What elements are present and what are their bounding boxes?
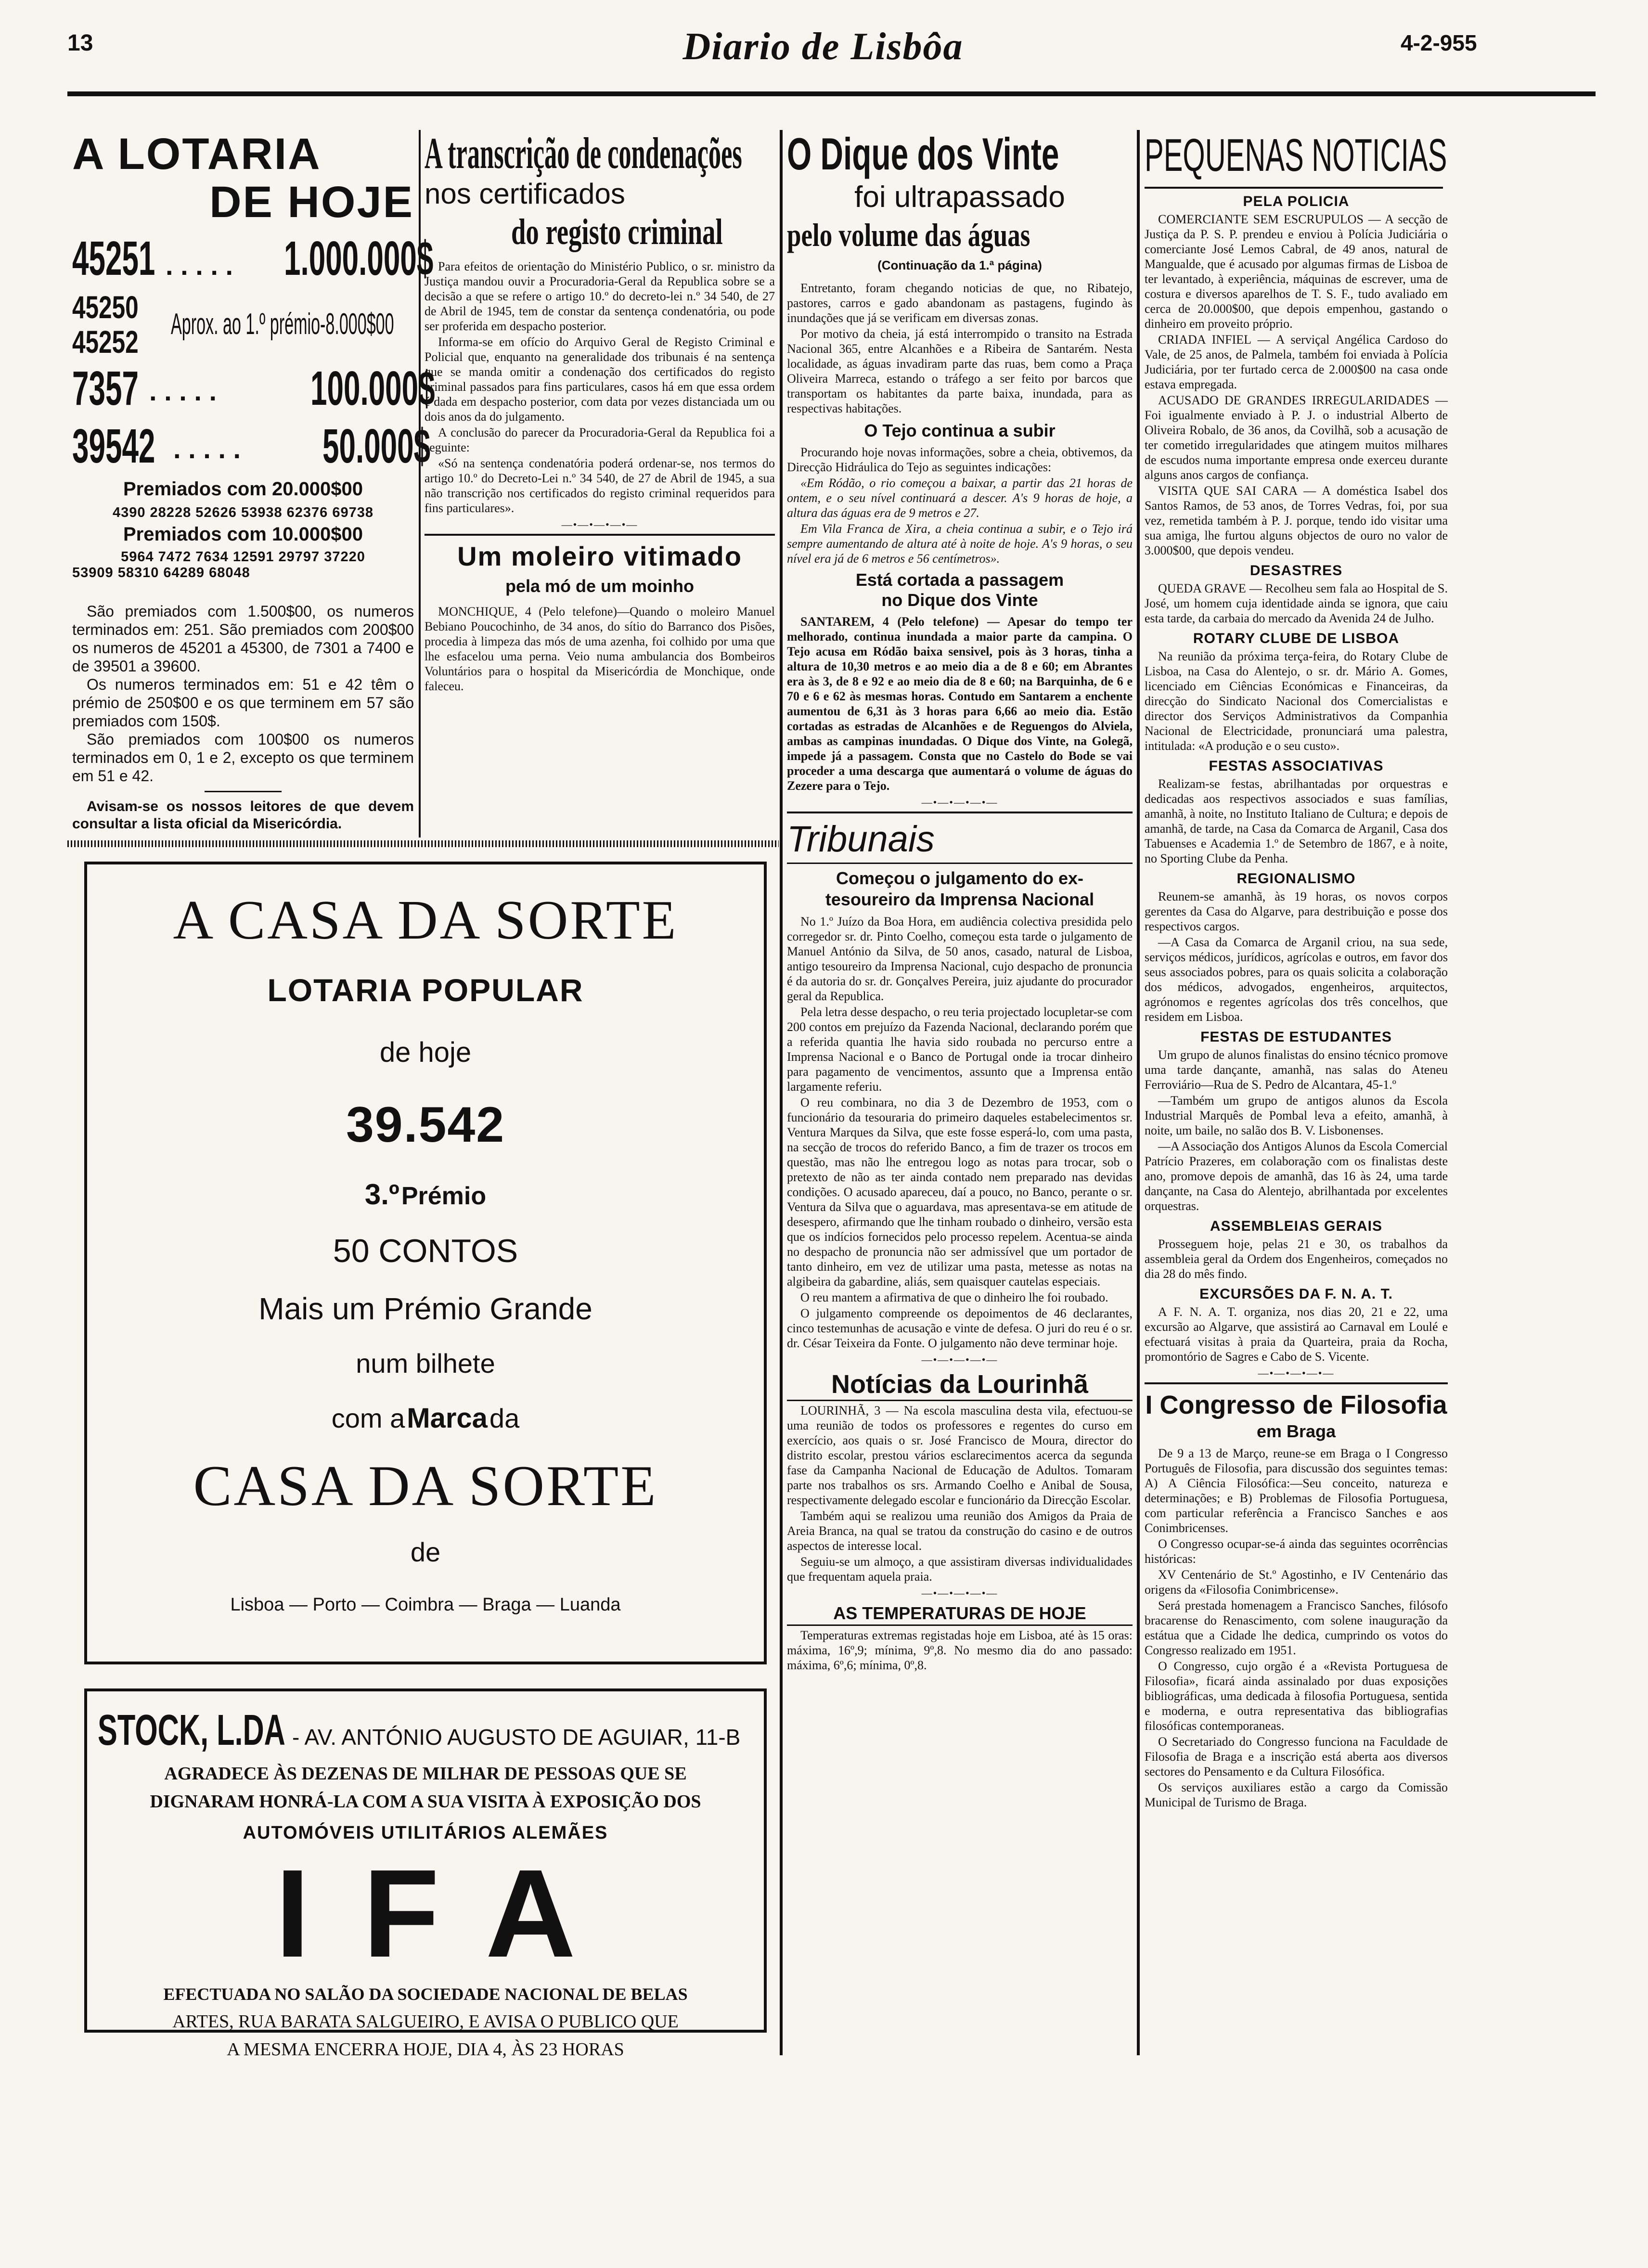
moleiro-p1: MONCHIQUE, 4 (Pelo telefone)—Quando o moleiro Manuel Bebiano Poucochinho, de 34 anos, do sítio do Barranco dos Pisões, procedia à limpeza das mós de uma azenha, foi colhido por uma que lhe esfacelou uma perna. Veio numa ambulancia dos Bombeiros Voluntários para o hospital da Misericórdia de Monchique, onde faleceu. xyxy=(425,605,775,693)
article-separator: —•—•—•—•— xyxy=(1258,1367,1335,1379)
page-number: 13 xyxy=(67,30,93,56)
temperaturas-p1: Temperaturas extremas registadas hoje em Lisboa, até às 15 oras: máxima, 16º,9; mínima, 9º,8. No mesmo dia do ano passado: máxima, 6º,6; mínima, 0º,8. xyxy=(787,1628,1133,1672)
casa-sorte-contos: 50 CONTOS xyxy=(333,1233,518,1269)
casa-sorte-marca-line xyxy=(87,1402,764,1434)
column-rule-3 xyxy=(1137,130,1140,2055)
lotaria-dots: . . . . . xyxy=(173,434,241,464)
pequenas-body-6 xyxy=(1145,1047,1448,1213)
lotaria-number: 45250 xyxy=(72,289,139,325)
moleiro-subtitle: pela mó de um moinho xyxy=(505,576,695,596)
congresso-p5: O Congresso, cujo orgão é a «Revista Portuguesa de Filosofia», ficará ainda assinalado por duas exposições bibliográficas, uma dedicada à filosofia Portuguesa, sentida e moderna, e outra representativa das bibliografias filosóficas contemporaneas. xyxy=(1145,1659,1448,1733)
casa-sorte-de-hoje: de hoje xyxy=(379,1037,472,1068)
casa-sorte-premio xyxy=(87,1178,764,1211)
pequenas-p5: QUEDA GRAVE — Recolheu sem fala ao Hospital de S. José, um homem cuja identidade ainda se ignora, que caiu esta tarde, da carbaia do mercado da Avenida 24 de Julho. xyxy=(1145,581,1448,625)
tribunais-p3: O reu combinara, no dia 3 de Dezembro de 1953, com o funcionário da tesouraria do primeiro daqueles estabelecimentos sr. Ventura Marques da Silva, que este fosse esperá-lo, com uma pasta, na secção de trocos do referido Banco, a fim de trazer os trocos em questão, mas não lhe entregou logo as notas para trocar, sob o pretexto de não as ter ainda contado nem preparado nas devidas condições. O acusado apareceu, daí a pouco, no Banco, perante o sr. Ventura da Silva que o aguardava, mas apresentava-se em atitude de desespero, afirmando que lhe tinham roubado o dinheiro, versão esta que os indícios fornecidos pelo processo repelem. Acentua-se ainda no despacho de pronuncia não ser admissível que um portador de tanto dinheiro, em vez de utilizar uma pasta, metesse as notas na algibeira da gabardine, aliás, sem quaisquer cautelas especiais. xyxy=(787,1095,1133,1289)
pequenas-p10: Um grupo de alunos finalistas do ensino técnico promove uma tarde dançante, amanhã, nas salas do Ateneu Ferroviário—Rua de S. Pedro de Alcantara, 45-1.º xyxy=(1145,1048,1448,1092)
tribunais-head: Começou o julgamento do ex-tesoureiro da Imprensa Nacional xyxy=(825,868,1094,909)
casa-sorte-de: de xyxy=(410,1537,441,1567)
pequenas-p8: Reunem-se amanhã, às 19 horas, os novos corpos gerentes da Casa do Algarve, para destribuição e posse dos respectivos cargos. xyxy=(1145,889,1448,933)
pequenas-p9: —A Casa da Comarca de Arganil criou, na sua sede, serviços médicos, jurídicos, agrícolas e outros, em favor dos seus associados pobres, para os quais solicita a colaboração dos médicos, advogados, engenheiros, arquitectos, agrónomos e regentes agrícolas dos três concelhos, que residem em Lisboa. xyxy=(1145,935,1448,1024)
lotaria-prize: 50.000$ xyxy=(322,419,431,473)
temperaturas-rule xyxy=(787,1624,1133,1626)
transcricao-p1: Para efeitos de orientação do Ministério Publico, o sr. ministro da Justiça mandou ouvir a Procuradoria-Geral da Republica sobre se a decisão a que se refere o artigo 10.º do decreto-lei n.º 34 540, de 27 de Abril de 1945, tem de constar da sentença condenatória, ou pode ser proferida em despacho posterior. xyxy=(425,259,775,333)
dique-p3: Procurando hoje novas informações, sobre a cheia, obtivemos, da Direcção Hidráulica do Tejo as seguintes indicações: xyxy=(787,445,1133,474)
tribunais-title: Tribunais xyxy=(787,819,935,860)
masthead: Diario de Lisbôa xyxy=(682,26,964,68)
pequenas-subhead-regionalismo: REGIONALISMO xyxy=(1236,871,1356,887)
pequenas-p1: COMERCIANTE SEM ESCRUPULOS — A secção de Justiça da P. S. P. prendeu e enviou à Polícia Judiciária o comerciante José Lemos Cabral, de 49 anos, natural de Mangualde, que é acusado por algumas firmas de Lisboa de ter levantado, à experiência, máquinas de escrever, uma de costura e diversos aparelhos de T. S. F., tudo avaliado em cerca de 20.000$00, que depois empenhou, gastando o dinheiro em proveito próprio. xyxy=(1145,212,1448,331)
tribunais-p1: No 1.º Juízo da Boa Hora, em audiência colectiva presidida pelo corregedor sr. dr. Pinto Coelho, começou esta tarde o julgamento de Manuel António da Silva, de 50 anos, casado, natural de Lisboa, antigo tesoureiro da Imprensa Nacional, cujo despacho de pronuncia é da autoria do sr. dr. Gonçalves Pereira, juiz ajudante do procurador geral da Republica. xyxy=(787,915,1133,1003)
lotaria-dots: . . . . . xyxy=(166,250,233,281)
pequenas-body-5 xyxy=(1145,889,1448,1024)
pequenas-p13: Prosseguem hoje, pelas 21 e 30, os trabalhos da assembleia geral da Ordem dos Engenheiros, começados no dia 28 do mês findo. xyxy=(1145,1237,1448,1281)
pequenas-p3: ACUSADO DE GRANDES IRREGULARIDADES — Foi igualmente enviado à P. J. o industrial Alberto de Oliveira Robalo, de 36 anos, da Covilhã, sob a acusação de ter cometido irregularidades que atingem muitos milhares de escudos numa importante empresa onde exerceu durante alguns anos cargos de confiança. xyxy=(1145,393,1448,482)
lourinha-title: Notícias da Lourinhã xyxy=(831,1370,1089,1399)
article-separator: —•—•—•—•— xyxy=(921,1587,998,1599)
ifa-brand: IFA xyxy=(275,1844,629,1984)
pequenas-noticias xyxy=(1145,129,1597,1811)
stock-foot-2: ARTES, RUA BARATA SALGUEIRO, E AVISA O PUBLICO QUE xyxy=(172,2011,679,2032)
lourinha-p2: Também aqui se realizou uma reunião dos Amigos da Praia de Areia Branca, na qual se tratou da construção do casino e de outros aspectos de interesse local. xyxy=(787,1509,1133,1553)
dique-body xyxy=(787,281,1133,416)
stock-line-2: DIGNARAM HONRÁ-LA COM A SUA VISITA À EXPOSIÇÃO DOS xyxy=(150,1791,701,1812)
dique-p6: SANTAREM, 4 (Pelo telefone) — Apesar do tempo ter melhorado, continua inundada a maior parte da campina. O Tejo acusa em Ródão baixa sensivel, pois às 3 horas, tinha a altura de 10,30 metros e ao meio dia a de 8 e 60; em Abrantes era às 3, de 8 e 92 e ao meio dia de 8 e 60; na Barquinha, de 6 e 70 e 6 e 62 às mesmas horas. Contudo em Santarem a enchente aumentou de 6,31 às 3 horas para 6,66 ao meio dia. Estão cortadas as estradas de Alcanhões e de Reguengos do Alviela, ambas as campinas inundadas. O Dique dos Vinte, na Golegã, impede já a passagem. Consta que no Castelo do Bode se vai proceder a uma descarga que aumentará o volume de águas do Zezere para o Tejo. xyxy=(787,615,1133,793)
pequenas-p11: —Também um grupo de antigos alunos da Escola Industrial Marquês de Pombal leva a efeito, amanhã, à noite, um baile, no salão dos B. V. Lisbonenses. xyxy=(1145,1094,1448,1137)
stock-line-1: AGRADECE ÀS DEZENAS DE MILHAR DE PESSOAS QUE SE xyxy=(164,1764,687,1784)
casa-sorte-title: A CASA DA SORTE xyxy=(173,889,678,951)
congresso-p3: XV Centenário de St.º Agostinho, e IV Centenário das origens da «Filosofia Conimbricense». xyxy=(1145,1568,1448,1597)
header-rule xyxy=(67,91,1596,96)
transcricao-article xyxy=(425,129,775,695)
temperaturas-body xyxy=(787,1628,1133,1673)
lotaria-title-line2: DE HOJE xyxy=(209,178,414,227)
stock-foot-1: EFECTUADA NO SALÃO DA SOCIEDADE NACIONAL DE BELAS xyxy=(163,1984,688,2004)
lotaria-divider xyxy=(205,791,282,792)
lotaria-row-4 xyxy=(72,419,431,477)
ornamental-rule xyxy=(67,840,779,847)
congresso-rule xyxy=(1145,1382,1448,1384)
casa-sorte-number: 39.542 xyxy=(346,1097,505,1153)
lourinha-body xyxy=(787,1403,1133,1584)
tribunais-p4: O reu mantem a afirmativa de que o dinheiro lhe foi roubado. xyxy=(800,1290,1108,1304)
pequenas-p6: Na reunião da próxima terça-feira, do Rotary Clube de Lisboa, na Casa do Alentejo, o sr. dr. Mário A. Gomes, licenciado em Ciências Económicas e Financeiras, da direcção do Sindicato Nacional dos Comercialistas e director dos Serviços Administrativos da Companhia Nacional de Electricidade, pronunciará uma palestra, intitulada: «A produção e o seu custo». xyxy=(1145,649,1448,753)
transcricao-title: A transcrição de condenações xyxy=(425,129,742,178)
header-date: 4-2-955 xyxy=(1401,30,1477,55)
dique-p5: Em Vila Franca de Xira, a cheia continua a subir, e o Tejo irá sempre aumentando de altura até à noite de hoje. A's 9 horas, o seu nível era já de 6 metros e 56 centímetros». xyxy=(787,522,1133,566)
lotaria-prem10-numbers-2: 53909 58310 64289 68048 xyxy=(72,565,250,580)
lotaria-prize: 100.000$ xyxy=(310,361,435,415)
lourinha-rule xyxy=(787,1400,1133,1401)
casa-sorte-mais: Mais um Prémio Grande xyxy=(258,1291,592,1326)
lotaria-number: 45251 xyxy=(72,232,155,285)
transcricao-subtitle-2: do registo criminal xyxy=(511,212,723,252)
pequenas-subhead-excursoes: EXCURSÕES DA F. N. A. T. xyxy=(1199,1286,1393,1302)
dique-body-3 xyxy=(787,614,1133,793)
pequenas-body-7 xyxy=(1145,1237,1448,1281)
transcricao-subtitle: nos certificados xyxy=(425,178,625,210)
lotaria-row-1 xyxy=(72,231,434,289)
lotaria-dots: . . . . . xyxy=(149,376,217,406)
tribunais-title-rule xyxy=(787,863,1133,864)
dique-subtitle-2: pelo volume das águas xyxy=(787,217,1030,253)
stock-name: STOCK, L.DA xyxy=(98,1706,285,1754)
dique-article xyxy=(787,129,1133,1674)
lotaria-number-2: 45252 xyxy=(72,324,139,360)
pequenas-body-2 xyxy=(1145,581,1448,626)
pequenas-subhead-desastres: DESASTRES xyxy=(1249,563,1343,579)
congresso-p4: Será prestada homenagem a Francisco Sanches, filósofo bracarense do Renascimento, com solene inauguração da estátua que a Cidade lhe dedica, cumprindo os votos do Congresso realizado em 1951. xyxy=(1145,1598,1448,1657)
congresso-subtitle: em Braga xyxy=(1256,1421,1336,1441)
stock-header xyxy=(98,1706,764,1755)
pequenas-p2: CRIADA INFIEL — A serviçal Angélica Cardoso do Vale, de 25 anos, de Palmela, também foi enviada à Polícia Judiciária, por ter furtado cerca de 2.000$00 na casa onde estava empregada. xyxy=(1145,333,1448,391)
stock-line-3: AUTOMÓVEIS UTILITÁRIOS ALEMÃES xyxy=(243,1823,608,1843)
transcricao-p4: «Só na sentença condenatória poderá ordenar-se, nos termos do artigo 10.º do Decreto-Lei n.º 34 540, de 27 de Abril de 1945, a sua não transcrição nos certificados do registo criminal requeridos para fins particulares». xyxy=(425,456,775,515)
dique-p1: Entretanto, foram chegando noticias de que, no Ribatejo, pastores, carros e gado abandonam as pastagens, fugindo às inundações que já se verificam em diversas zonas. xyxy=(787,281,1133,325)
lotaria-prem10-numbers-1: 5964 7472 7634 12591 29797 37220 xyxy=(121,549,365,565)
com-a-text: com a xyxy=(331,1403,405,1433)
congresso-p2: O Congresso ocupar-se-á ainda das seguintes ocorrências históricas: xyxy=(1145,1537,1448,1566)
dique-p4: «Em Ródão, o rio começou a baixar, a partir das 21 horas de ontem, e o seu nível continuará a descer. A's 9 horas de hoje, a altura das águas era de 9 metros e 27. xyxy=(787,476,1133,520)
pequenas-subhead-festas: FESTAS ASSOCIATIVAS xyxy=(1209,758,1384,774)
transcricao-p3: A conclusão do parecer da Procuradoria-Geral da Republica foi a seguinte: xyxy=(425,425,775,454)
congresso-p7: Os serviços auxiliares estão a cargo da Comissão Municipal de Turismo de Braga. xyxy=(1145,1780,1448,1809)
pequenas-body-3 xyxy=(1145,649,1448,753)
lotaria-number: 7357 xyxy=(72,361,139,415)
lotaria-number: 39542 xyxy=(72,419,155,473)
pequenas-p12: —A Associação dos Antigos Alunos da Escola Comercial Patrício Prazeres, em colaboração com os finalistas deste ano, promove depois de amanhã, das 16 às 24, uma tarde dançante, na Casa do Alentejo, abrilhantada por excelentes orquestras. xyxy=(1145,1139,1448,1213)
article-separator: —•—•—•—•— xyxy=(561,518,638,530)
da-text: da xyxy=(489,1403,520,1433)
moleiro-body xyxy=(425,604,775,694)
transcricao-body xyxy=(425,259,775,515)
pequenas-title: PEQUENAS NOTICIAS xyxy=(1145,129,1447,181)
tribunais-p5: O julgamento compreende os depoimentos de 46 declarantes, cinco testemunhas de acusação e vinte de defesa. O juri do reu é o sr. dr. César Teixeira da Fonte. O julgamento não deve terminar hoje. xyxy=(787,1306,1133,1350)
article-separator: —•—•—•—•— xyxy=(921,1353,998,1366)
lotaria-body xyxy=(72,602,414,785)
casa-sorte-cities: Lisboa — Porto — Coimbra — Braga — Luanda xyxy=(230,1595,621,1615)
stock-ifa-ad xyxy=(84,1688,767,2060)
dique-title: O Dique dos Vinte xyxy=(787,129,1059,179)
lotaria-section xyxy=(72,129,435,833)
pequenas-subhead-estudantes: FESTAS DE ESTUDANTES xyxy=(1200,1029,1392,1045)
stock-foot-3: A MESMA ENCERRA HOJE, DIA 4, ÀS 23 HORAS xyxy=(227,2039,624,2060)
lotaria-prem10-label: Premiados com 10.000$00 xyxy=(123,524,363,545)
casa-sorte-bilhete: num bilhete xyxy=(356,1348,495,1379)
pequenas-p14: A F. N. A. T. organiza, nos dias 20, 21 e 22, uma excursão ao Algarve, que assistirá ao Carnaval em Loulé e efectuará visitas à praia da Quarteira, praia da Rocha, promontório de Sagres e Cabo de S. Vicente. xyxy=(1145,1305,1448,1364)
premio-number: 3.º xyxy=(364,1178,399,1211)
tribunais-rule xyxy=(787,812,1133,813)
article-separator: —•—•—•—•— xyxy=(921,796,998,808)
pequenas-subhead-assembleias: ASSEMBLEIAS GERAIS xyxy=(1210,1218,1383,1234)
lotaria-row-3 xyxy=(72,361,435,419)
dique-subhead-1: O Tejo continua a subir xyxy=(864,421,1056,440)
pequenas-body-4 xyxy=(1145,776,1448,866)
lotaria-text-1: São premiados com 1.500$00, os numeros terminados em: 251. São premiados com 200$00 os numeros de 45201 a 45300, de 7301 a 7400 e de 39501 a 39600. xyxy=(72,603,414,675)
lotaria-prem20-label: Premiados com 20.000$00 xyxy=(123,478,363,500)
tribunais-body xyxy=(787,914,1133,1351)
moleiro-rule xyxy=(425,534,775,536)
dique-continuation: (Continuação da 1.ª página) xyxy=(877,258,1042,272)
pequenas-subhead-rotary: ROTARY CLUBE DE LISBOA xyxy=(1193,631,1400,646)
pequenas-p7: Realizam-se festas, abrilhantadas por orquestras e dedicadas aos respectivos associados e suas famílias, amanhã, à noite, no Instituto Italiano de Cultura; e depois de amanhã, de tarde, na Casa da Comarca de Arganil, Casa dos Tabuenses e Academia 1.º de Setembro de 1867, e à noite, no Sporting Clube da Penha. xyxy=(1145,777,1448,865)
dique-subhead-2a: Está cortada a passagem xyxy=(855,570,1064,590)
lotaria-text-3: São premiados com 100$00 os numeros terminados em 0, 1 e 2, excepto os que terminem em 51 e 42. xyxy=(72,731,414,785)
lotaria-notice: Avisam-se os nossos leitores de que devem consultar a lista oficial da Misericórdia. xyxy=(72,799,414,832)
pequenas-title-rule xyxy=(1145,187,1443,189)
dique-subhead-2b: no Dique dos Vinte xyxy=(881,590,1038,610)
stock-address: - AV. ANTÓNIO AUGUSTO DE AGUIAR, 11-B xyxy=(292,1725,741,1750)
premio-label: Prémio xyxy=(401,1182,487,1210)
transcricao-p2: Informa-se em ofício do Arquivo Geral de Registo Criminal e Policial que, enquanto na generalidade dos tribunais é na sentença que se manda omitir a condenação dos certificados do registo criminal passados para fins particulares, casos há em que essa ordem é dada em despacho posterior, com data por vezes distanciada um ou dois anos da do julgamento. xyxy=(425,335,775,424)
lotaria-prize: 1.000.000$ xyxy=(284,232,434,285)
pequenas-body-8 xyxy=(1145,1304,1448,1364)
pequenas-subhead-policia: PELA POLICIA xyxy=(1243,193,1350,209)
lotaria-title-line1: A LOTARIA xyxy=(72,129,322,179)
pequenas-column xyxy=(1145,193,1448,1810)
congresso-body xyxy=(1145,1446,1448,1810)
pequenas-p4: VISITA QUE SAI CARA — A doméstica Isabel dos Santos Ramos, de 53 anos, de Torres Vedras, foi, por sua vez, remetida também à P. J. porque, tendo ido visitar uma sua amiga, lhe furtou alguns objectos de ouro no valor de 3.000$00, que depois vendeu. xyxy=(1145,484,1448,557)
column-rule-2 xyxy=(780,130,783,2055)
temperaturas-title: AS TEMPERATURAS DE HOJE xyxy=(833,1603,1086,1623)
marca-text: Marca xyxy=(407,1403,488,1434)
lotaria-prem20-numbers: 4390 28228 52626 53938 62376 69738 xyxy=(112,505,373,520)
tribunais-p2: Pela letra desse despacho, o reu teria projectado locupletar-se com 200 contos em prejuízo da Fazenda Nacional, declarando porém que a referida quantia lhe havia sido roubada no percurso entre a Imprensa Nacional e o Banco de Portugal onde ia trocar dinheiro para pagamento de vencimentos, assunto que a Imprensa então largamente referiu. xyxy=(787,1005,1133,1094)
casa-da-sorte-ad xyxy=(84,862,767,1664)
lotaria-text-2: Os numeros terminados em: 51 e 42 têm o prémio de 250$00 e os que terminem em 57 são premiados com 150$. xyxy=(72,676,414,730)
dique-subtitle: foi ultrapassado xyxy=(854,180,1065,214)
congresso-p1: De 9 a 13 de Março, reune-se em Braga o I Congresso Português de Filosofia, para discussão dos seguintes temas: A) A Ciência Filosófica:—Seu conceito, natureza e determinações; e B) Problemas de Filosofia Portuguesa, com particular referência a Francisco Sanches e aos Conimbricenses. xyxy=(1145,1446,1448,1535)
dique-p2: Por motivo da cheia, já está interrompido o transito na Estrada Nacional 365, entre Alcanhões e a Ribeira de Santarém. Nesta localidade, as águas invadiram parte das ruas, bem como a Praça Oliveira Marreca, estando o tráfego a ser feito por barcos que transportam os habitantes da parte baixa, inundada, para as respectivas habitações. xyxy=(787,327,1133,415)
pequenas-body-1 xyxy=(1145,212,1448,558)
congresso-title: I Congresso de Filosofia xyxy=(1145,1391,1447,1419)
lourinha-p1: LOURINHÃ, 3 — Na escola masculina desta vila, efectuou-se uma reunião de todos os professores e regentes do curso em exercício, aos quais o sr. José Francisco de Moura, director do distrito escolar, prestou vários esclarecimentos acerca da segunda fase da Campanha Nacional de Educação de Adultos. Tomaram parte nos trabalhos os srs. Armando Coelho e Anibal de Sousa, respectivamente delegado escolar e funcionário da Direcção Escolar. xyxy=(787,1404,1133,1507)
congresso-p6: O Secretariado do Congresso funciona na Faculdade de Filosofia de Braga e a inscrição está aberta aos diversos sectores do Pensamento e da Cultura Filosófica. xyxy=(1145,1735,1448,1778)
casa-sorte-subtitle: LOTARIA POPULAR xyxy=(267,972,584,1008)
lourinha-p3: Seguiu-se um almoço, a que assistiram diversas individualidades que frequentam aquela praia. xyxy=(787,1555,1133,1584)
lotaria-row-2 xyxy=(72,289,414,361)
casa-sorte-brand: CASA DA SORTE xyxy=(193,1454,658,1518)
lotaria-prize: Aprox. ao 1.º prémio-8.000$00 xyxy=(171,308,394,341)
moleiro-title: Um moleiro vitimado xyxy=(457,541,742,571)
dique-body-2 xyxy=(787,445,1133,566)
